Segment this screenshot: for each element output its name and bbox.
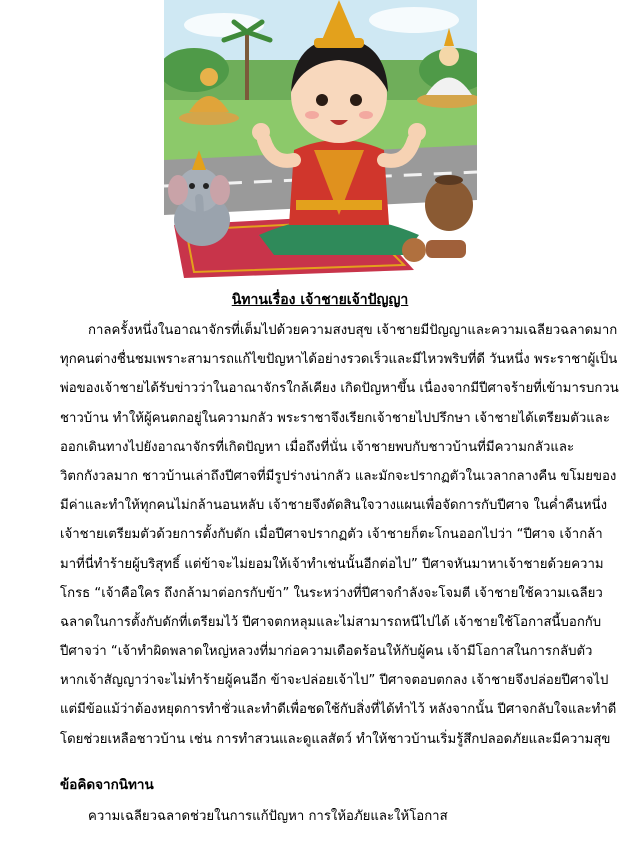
story-line: มาที่นี่ทำร้ายผู้บริสุทธิ์ แต่ข้าจะไม่ยอมให้เจ้าทำเช่นนั้นอีกต่อไป” ปีศาจหันมาหาเจ้าชายด้วยความ [60,556,604,572]
story-line: แต่มีข้อแม้ว่าต้องหยุดการทำชั่วและทำดีเพื่อชดใช้กับสิ่งที่ได้ทำไว้ หลังจากนั้น ปีศาจกลับใจและทำดี [60,702,617,718]
story-body [60,316,619,754]
story-line: เจ้าชายเตรียมตัวด้วยการตั้งกับดัก เมื่อปีศาจปรากฏตัว เจ้าชายก็ตะโกนออกไปว่า “ปีศาจ เจ้ากล้า [60,527,603,543]
story-line: มีค่าและทำให้ทุกคนไม่กล้านอนหลับ เจ้าชายจึงตัดสินใจวางแผนเพื่อจัดการกับปีศาจ ในค่ำคืนหนึ่ง [60,498,608,514]
prince-illustration [164,0,477,286]
story-line: หากเจ้าสัญญาว่าจะไม่ทำร้ายผู้คนอีก ข้าจะปล่อยเจ้าไป” ปีศาจตอบตกลง เจ้าชายจึงปล่อยปีศาจไป [60,673,609,689]
story-line: วิตกกังวลมาก ชาวบ้านเล่าถึงปีศาจที่มีรูปร่างน่ากลัว และมักจะปรากฏตัวในเวลากลางคืน ขโมยของ [60,468,617,484]
story-line: ชาวบ้าน ทำให้ผู้คนตกอยู่ในความกลัว พระราชาจึงเรียกเจ้าชายไปปรึกษา เจ้าชายได้เตรียมตัวและ [60,410,610,426]
story-line: พ่อของเจ้าชายได้รับข่าวว่าในอาณาจักรใกล้เคียง เกิดปัญหาขึ้น เนื่องจากมีปีศาจร้ายที่เข้ามารบกวน [60,381,619,397]
story-line: กาลครั้งหนึ่งในอาณาจักรที่เต็มไปด้วยความสงบสุข เจ้าชายมีปัญญาและความเฉลียวฉลาดมาก [88,323,618,338]
story-title: นิทานเรื่อง เจ้าชายเจ้าปัญญา [231,292,409,308]
cloud [369,7,459,33]
story-line: ปีศาจว่า “เจ้าทำผิดพลาดใหญ่หลวงที่มาก่อความเดือดร้อนให้กับผู้คน เจ้ามีโอกาสในการกลับตัว [60,644,593,660]
moral-text: ความเฉลียวฉลาดช่วยในการแก้ปัญหา การให้อภัยและให้โอกาส [88,809,448,824]
story-line: ออกเดินทางไปยังอาณาจักรที่เกิดปัญหา เมื่อถึงที่นั่น เจ้าชายพบกับชาวบ้านที่มีความกลัวและ [60,439,575,455]
palm-trunk [245,30,249,100]
story-line: โดยช่วยเหลือชาวบ้าน เช่น การทำสวนและดูแลสัตว์ ทำให้ชาวบ้านเริ่มรู้สึกปลอดภัยและมีความสุข [60,731,611,747]
story-line: ทุกคนต่างชื่นชมเพราะสามารถแก้ไขปัญหาได้อย่างรวดเร็วและมีไหวพริบที่ดี วันหนึ่ง พระราชาผู้เป็น [60,352,618,368]
story-line: ฉลาดในการตั้งกับดักที่เตรียมไว้ ปีศาจตกหลุมและไม่สามารถหนีไปได้ เจ้าชายใช้โอกาสนี้บอกกับ [60,614,602,630]
prince-illustration-svg [164,0,477,286]
story-line: โกรธ “เจ้าคือใคร ถึงกล้ามาต่อกรกับข้า” ในระหว่างที่ปีศาจกำลังจะโจมตี เจ้าชายใช้ความเฉลียว [60,585,603,601]
moral-heading: ข้อคิดจากนิทาน [60,777,154,793]
